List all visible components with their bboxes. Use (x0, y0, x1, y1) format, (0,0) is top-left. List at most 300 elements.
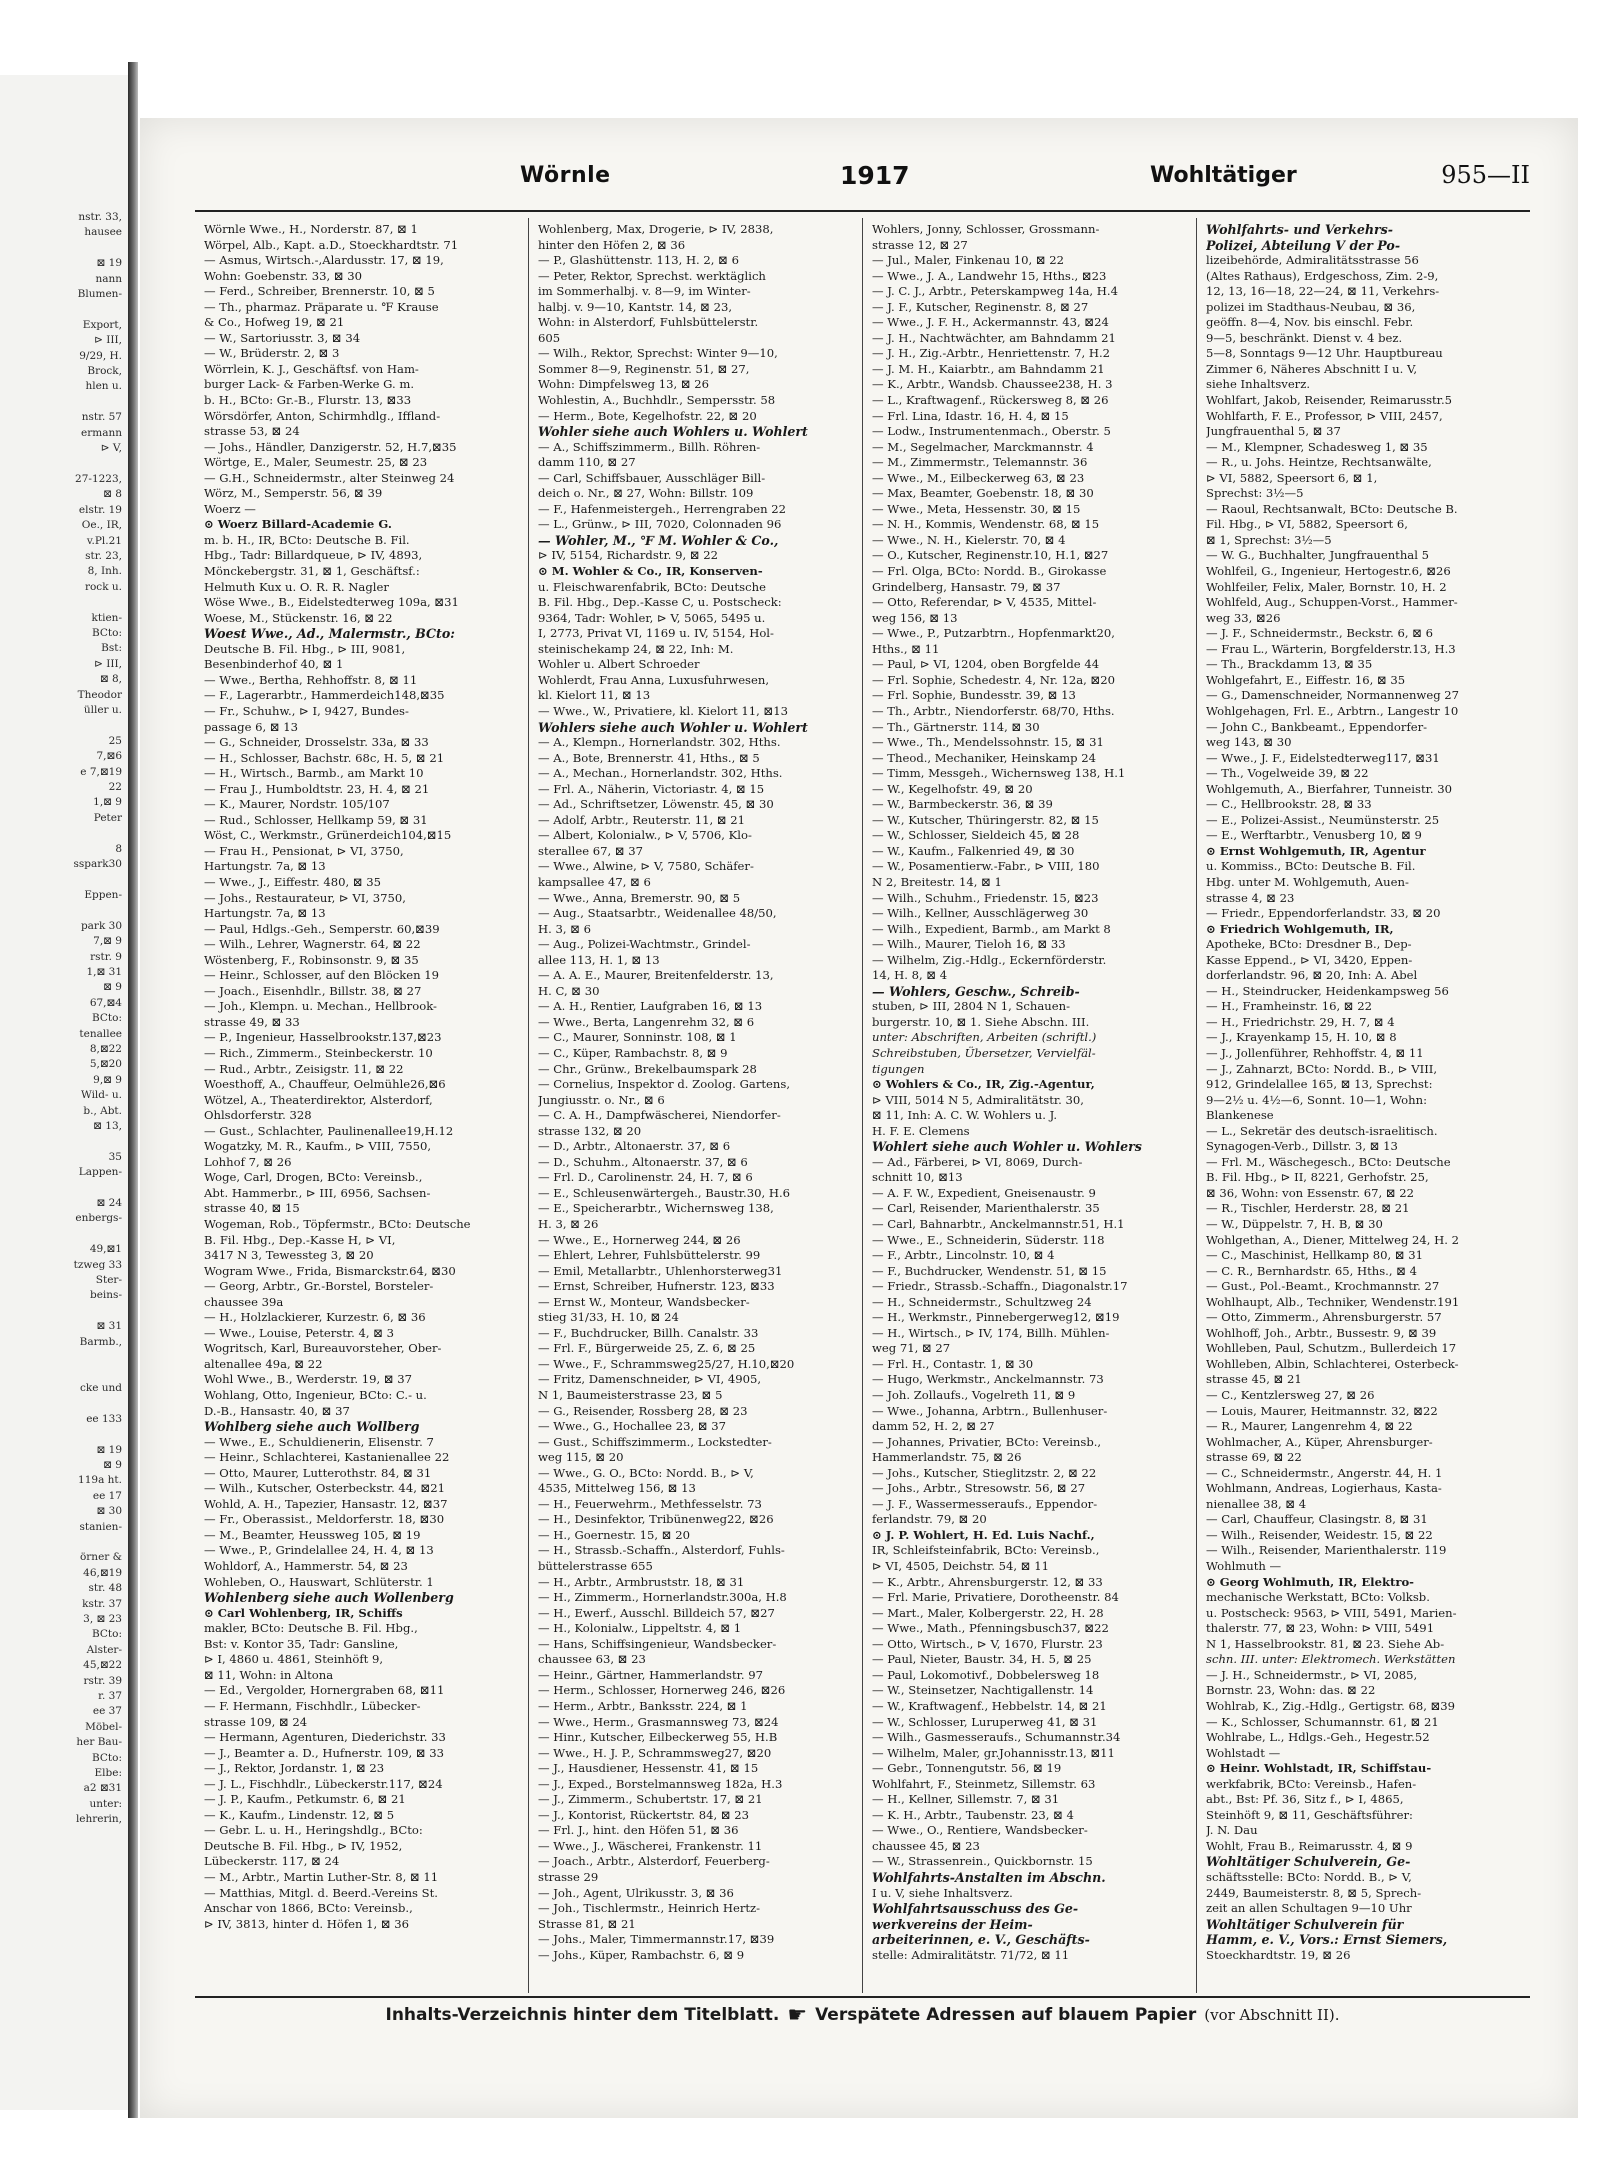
directory-entry: weg 143, ⊠ 30 (1206, 735, 1292, 750)
directory-entry: chaussee 63, ⊠ 23 (538, 1652, 646, 1667)
facing-page-fragment: Eppen- (84, 888, 122, 901)
directory-entry: u. Postscheck: 9563, ⊳ VIII, 5491, Marien- (1206, 1605, 1457, 1620)
directory-entry: — W., Kegelhofstr. 49, ⊠ 20 (872, 781, 1033, 796)
directory-entry: Sprechst: 3½—5 (1206, 486, 1304, 501)
directory-entry: & Co., Hofweg 19, ⊠ 21 (204, 315, 345, 330)
directory-entry: — W., Düppelstr. 7, H. B, ⊠ 30 (1206, 1217, 1383, 1231)
facing-page-fragment (0, 1181, 122, 1196)
directory-entry: strasse 45, ⊠ 21 (1206, 1372, 1302, 1387)
directory-entry: Wohlert siehe auch Wohler u. Wohlers (872, 1139, 1142, 1155)
directory-entry: strasse 49, ⊠ 33 (204, 1014, 300, 1029)
directory-entry: Wohlhoff, Joh., Arbtr., Bussestr. 9, ⊠ 39 (1206, 1325, 1437, 1340)
facing-page-fragment: üller u. (83, 704, 122, 716)
directory-entry: Wohlgethan, A., Diener, Mittelweg 24, H. 2 (1206, 1232, 1460, 1247)
directory-entry: Wohlfahrts- und Verkehrs- (1206, 222, 1393, 237)
directory-entry: — H., Wirtsch., Barmb., am Markt 10 (204, 766, 424, 781)
directory-entry: — J. H., Schneidermstr., ⊳ VI, 2085, (1206, 1667, 1418, 1682)
facing-page-fragment: unter: (89, 1797, 122, 1810)
facing-page-fragment: Blumen- (77, 288, 122, 301)
directory-entry: ⊙ J. P. Wohlert, H. Ed. Luis Nachf., (872, 1527, 1095, 1542)
directory-entry: J. N. Dau (1206, 1823, 1258, 1838)
directory-entry: ⊳ IV, 5154, Richardstr. 9, ⊠ 22 (538, 548, 718, 563)
directory-entry: — Paul, ⊳ VI, 1204, oben Borgfelde 44 (872, 657, 1100, 672)
directory-entry: B. Fil. Hbg., ⊳ II, 8221, Gerhofstr. 25, (1206, 1170, 1429, 1185)
directory-entry: ⊳ VIII, 5014 N 5, Admiralitätstr. 30, (872, 1092, 1084, 1107)
directory-entry: — H., Schlosser, Bachstr. 68c, H. 5, ⊠ 21 (204, 750, 445, 765)
directory-entry: — Heinr., Gärtner, Hammerlandstr. 97 (538, 1667, 764, 1682)
directory-entry: — Rud., Schlosser, Hellkamp 59, ⊠ 31 (204, 812, 428, 827)
facing-page-fragment: BCto: (91, 626, 122, 639)
facing-page-fragment: 9/29, H. (79, 349, 122, 362)
directory-entry: strasse 12, ⊠ 27 (872, 237, 968, 252)
directory-entry: — Heinr., Schlachterei, Kastanienallee 22 (204, 1450, 450, 1465)
directory-entry: — Wwe., G., Hochallee 23, ⊠ 37 (538, 1419, 727, 1434)
directory-entry: ⊳ IV, 3813, hinter d. Höfen 1, ⊠ 36 (204, 1916, 410, 1931)
directory-entry: Wohlers, Jonny, Schlosser, Grossmann- (872, 222, 1100, 236)
directory-entry: Apotheke, BCto: Dresdner B., Dep- (1206, 937, 1412, 952)
facing-page-fragment (0, 1134, 122, 1149)
facing-page-fragment: Bst: (101, 642, 122, 655)
directory-entry: Wohlfeiler, Felix, Maler, Bornstr. 10, H. 2 (1206, 579, 1447, 594)
directory-entry: — Wwe., M., Eilbeckerweg 63, ⊠ 23 (872, 470, 1085, 485)
directory-entry: — Joh. Zollaufs., Vogelreth 11, ⊠ 9 (872, 1388, 1076, 1403)
directory-entry: — Paul, Lokomotivf., Dobbelersweg 18 (872, 1667, 1100, 1682)
directory-entry: — Ernst W., Monteur, Wandsbecker- (538, 1294, 750, 1309)
directory-entry: — Wwe., O., Rentiere, Wandsbecker- (872, 1823, 1088, 1838)
facing-page-fragment: beins- (90, 1289, 122, 1302)
directory-entry: strasse 29 (538, 1869, 599, 1884)
facing-page-fragment: 9,⊠ 9 (93, 1073, 122, 1086)
directory-entry: u. Kommiss., BCto: Deutsche B. Fil. (1206, 859, 1416, 874)
directory-entry: Wohlgemuth, A., Bierfahrer, Tunneistr. 30 (1206, 781, 1452, 796)
directory-entry: Wogram Wwe., Frida, Bismarckstr.64, ⊠30 (204, 1263, 456, 1278)
directory-entry: — Wwe., P., Putzarbtrn., Hopfenmarkt20, (872, 626, 1115, 641)
directory-entry: — Fr., Schuhw., ⊳ I, 9427, Bundes- (204, 703, 409, 718)
facing-page-fragment: ⊠ 19 (96, 1443, 122, 1456)
directory-entry: Grindelberg, Hansastr. 79, ⊠ 37 (872, 579, 1061, 594)
directory-entry: — Wwe., E., Hornerweg 244, ⊠ 26 (538, 1232, 741, 1247)
directory-entry: Besenbinderhof 40, ⊠ 1 (204, 657, 344, 672)
directory-entry: 5—8, Sonntags 9—12 Uhr. Hauptbureau (1206, 346, 1443, 361)
directory-entry: — Wilh., Lehrer, Wagnerstr. 64, ⊠ 22 (204, 937, 421, 952)
directory-entry: Wohlfahrt, F., Steinmetz, Sillemstr. 63 (872, 1776, 1096, 1791)
facing-page-fragment: 25 (108, 734, 122, 747)
directory-entry: werkvereins der Heim- (872, 1916, 1033, 1932)
facing-page-fragment: Theodor (77, 688, 122, 701)
directory-entry: — C., Hellbrookstr. 28, ⊠ 33 (1206, 797, 1372, 812)
directory-entry: — Otto, Zimmerm., Ahrensburgerstr. 57 (1206, 1310, 1442, 1325)
facing-page-fragment: rstr. 39 (83, 1674, 122, 1687)
directory-entry: — W., Barmbeckerstr. 36, ⊠ 39 (872, 797, 1053, 812)
directory-entry: geöffn. 8—4, Nov. bis einschl. Febr. (1206, 315, 1414, 330)
directory-entry: Polizei, Abteilung V der Po- (1206, 237, 1401, 253)
facing-page-fragment: BCto: (91, 1628, 122, 1641)
directory-entry: — Herm., Schlosser, Hornerweg 246, ⊠26 (538, 1683, 786, 1698)
directory-entry: schäftsstelle: BCto: Nordd. B., ⊳ V, (1206, 1869, 1412, 1884)
directory-entry: Wogatzky, M. R., Kaufm., ⊳ VIII, 7550, (204, 1139, 432, 1154)
directory-entry: H. 3, ⊠ 6 (538, 921, 592, 936)
directory-entry: — Fritz, Damenschneider, ⊳ VI, 4905, (538, 1372, 762, 1387)
directory-entry: Wohn: Dimpfelsweg 13, ⊠ 26 (538, 377, 710, 392)
directory-entry: Blankenese (1206, 1108, 1274, 1123)
directory-entry: 605 (538, 330, 561, 345)
facing-page-fragment (0, 1396, 122, 1411)
directory-entry: — K., Arbtr., Wandsb. Chaussee238, H. 3 (872, 377, 1113, 392)
directory-entry: — H., Feuerwehrm., Methfesselstr. 73 (538, 1496, 762, 1511)
directory-entry: Steinhöft 9, ⊠ 11, Geschäftsführer: (1206, 1807, 1413, 1822)
directory-entry: — Frl. Marie, Privatiere, Dorotheenstr. 84 (872, 1590, 1119, 1605)
facing-page-fragment: rock u. (84, 580, 122, 593)
directory-entry: Sommer 8—9, Reginenstr. 51, ⊠ 27, (538, 361, 750, 376)
directory-entry: weg 156, ⊠ 13 (872, 610, 958, 625)
facing-page-fragment: ktien- (91, 611, 122, 624)
directory-entry: — Wilh., Kellner, Ausschlägerweg 30 (872, 906, 1089, 921)
directory-entry: strasse 4, ⊠ 23 (1206, 890, 1295, 905)
directory-entry: steinischekamp 24, ⊠ 22, Inh: M. (538, 641, 734, 656)
page-header (190, 163, 1530, 203)
facing-page-fragment: nstr. 33, (78, 211, 122, 223)
header-first-name: Wörnle (520, 163, 611, 188)
directory-entry: — H., Strassb.-Schaffn., Alsterdorf, Fuhls- (538, 1543, 785, 1558)
directory-entry: Kasse Eppend., ⊳ VI, 3420, Eppen- (1206, 952, 1413, 967)
directory-entry: — M., Beamter, Heussweg 105, ⊠ 19 (204, 1527, 421, 1542)
directory-entry: — Wwe., Johanna, Arbtrn., Bullenhuser- (872, 1403, 1108, 1418)
facing-page-fragment: 1,⊠ 9 (93, 796, 122, 809)
facing-page-fragment: Lappen- (78, 1166, 122, 1179)
directory-entry: — F. Hermann, Fischhdlr., Lübecker- (204, 1698, 421, 1713)
directory-entry: — J., Rektor, Jordanstr. 1, ⊠ 23 (204, 1761, 385, 1776)
directory-entry: siehe Inhaltsverz. (1206, 377, 1311, 392)
directory-entry: dorferlandstr. 96, ⊠ 20, Inh: A. Abel (1206, 968, 1418, 983)
facing-page-fragment: ⊠ 31 (96, 1320, 122, 1333)
directory-entry: abt., Bst: Pf. 36, Sitz f., ⊳ I, 4865, (1206, 1792, 1404, 1807)
directory-entry: nienallee 38, ⊠ 4 (1206, 1496, 1307, 1511)
directory-entry: im Sommerhalbj. v. 8—9, im Winter- (538, 284, 751, 299)
directory-entry: tigungen (872, 1061, 925, 1076)
directory-entry: m. b. H., IR, BCto: Deutsche B. Fil. (204, 532, 410, 547)
directory-entry: — G., Damenschneider, Normannenweg 27 (1206, 688, 1460, 703)
directory-entry: — Aug., Polizei-Wachtmstr., Grindel- (538, 937, 751, 952)
facing-page-fragment: enbergs- (75, 1212, 122, 1225)
directory-entry: 14, H. 8, ⊠ 4 (872, 968, 948, 983)
facing-page-fragment: nann (95, 272, 122, 285)
facing-page-fragment: a2 ⊠31 (83, 1782, 122, 1795)
facing-page-fragment: BCto: (91, 1012, 122, 1025)
directory-entry: — Th., pharmaz. Präparate u. ℉ Krause (204, 299, 439, 314)
facing-page-fragment: ee 133 (86, 1412, 122, 1425)
facing-page-fragment (0, 1304, 122, 1319)
facing-page-fragment: 22 (108, 781, 122, 794)
directory-entry: — Wwe., P., Grindelallee 24, H. 4, ⊠ 13 (204, 1543, 434, 1558)
directory-entry: — Wwe., Louise, Peterstr. 4, ⊠ 3 (204, 1325, 395, 1340)
directory-entry: halbj. v. 9—10, Kantstr. 14, ⊠ 23, (538, 299, 733, 314)
directory-entry: — Joach., Arbtr., Alsterdorf, Feuerberg- (538, 1854, 770, 1869)
directory-entry: unter: Abschriften, Arbeiten (schriftl.) (872, 1030, 1097, 1045)
facing-page-fragment (0, 826, 122, 841)
directory-entry: Wohlfahrtsausschuss des Ge- (872, 1901, 1079, 1917)
directory-entry: — G., Reisender, Rossberg 28, ⊠ 23 (538, 1403, 748, 1418)
facing-page-fragment: ee 37 (92, 1705, 122, 1718)
directory-entry: — H., Kolonialw., Lippeltstr. 4, ⊠ 1 (538, 1621, 742, 1636)
directory-entry: — Wilh., Rektor, Sprechst: Winter 9—10, (538, 346, 778, 361)
directory-entry: — H., Holzlackierer, Kurzestr. 6, ⊠ 36 (204, 1310, 426, 1325)
directory-entry: — Gust., Pol.-Beamt., Krochmannstr. 27 (1206, 1279, 1440, 1294)
directory-entry: — Herm., Bote, Kegelhofstr. 22, ⊠ 20 (538, 408, 757, 423)
directory-entry: — Friedr., Eppendorferlandstr. 33, ⊠ 20 (1206, 906, 1441, 921)
directory-entry: Deutsche B. Fil. Hbg., ⊳ IV, 1952, (204, 1838, 403, 1853)
directory-entry: — R., Maurer, Langenrehm 4, ⊠ 22 (1206, 1419, 1413, 1434)
directory-entry: — Chr., Grünw., Brekelbaumspark 28 (538, 1061, 757, 1076)
directory-entry: — J. H., Nachtwächter, am Bahndamm 21 (872, 330, 1116, 345)
directory-entry: Woese, M., Stückenstr. 16, ⊠ 22 (204, 610, 393, 625)
directory-entry: Woesthoff, A., Chauffeur, Oelmühle26,⊠6 (204, 1077, 446, 1092)
directory-entry: Wohlhaupt, Alb., Techniker, Wendenstr.191 (1206, 1294, 1460, 1309)
directory-entry: — Johs., Maler, Timmermannstr.17, ⊠39 (538, 1932, 775, 1947)
facing-page-fragment: tzweg 33 (73, 1258, 122, 1271)
directory-entry: — F., Arbtr., Lincolnstr. 10, ⊠ 4 (872, 1248, 1055, 1263)
facing-page-fragment (0, 718, 122, 733)
directory-entry: kl. Kielort 11, ⊠ 13 (538, 688, 651, 703)
facing-page-fragment: e 7,⊠19 (80, 765, 122, 778)
directory-entry: Wohlers siehe auch Wohler u. Wohlert (538, 719, 808, 735)
facing-page-fragment: r. 37 (98, 1690, 122, 1702)
directory-entry: — D., Schuhm., Altonaerstr. 37, ⊠ 6 (538, 1154, 748, 1169)
directory-entry: — Mart., Maler, Kolbergerstr. 22, H. 28 (872, 1605, 1104, 1620)
directory-entry: Hartungstr. 7a, ⊠ 13 (204, 906, 326, 921)
facing-page-fragment: ⊳ III, (94, 334, 122, 347)
directory-entry: — Theod., Mechaniker, Heinskamp 24 (872, 750, 1096, 765)
directory-entry: — Timm, Messgeh., Wichernsweg 138, H.1 (872, 766, 1126, 781)
directory-entry: — Fr., Oberassist., Meldorferstr. 18, ⊠30 (204, 1512, 445, 1527)
directory-entry: weg 71, ⊠ 27 (872, 1341, 951, 1356)
directory-entry: Wohlrabe, L., Hdlgs.-Geh., Hegestr.52 (1206, 1730, 1430, 1745)
directory-entry: — Wwe., Herm., Grasmannsweg 73, ⊠24 (538, 1714, 779, 1729)
directory-entry: — Joh., Klempn. u. Mechan., Hellbrook- (204, 999, 437, 1014)
directory-entry: — Frl. Sophie, Bundesstr. 39, ⊠ 13 (872, 688, 1076, 703)
directory-entry: — M., Arbtr., Martin Luther-Str. 8, ⊠ 11 (204, 1869, 439, 1884)
directory-entry: Strasse 81, ⊠ 21 (538, 1916, 636, 1931)
directory-entry: — E., Werftarbtr., Venusberg 10, ⊠ 9 (1206, 828, 1422, 843)
directory-entry: Wohlgefahrt, E., Eiffestr. 16, ⊠ 35 (1206, 672, 1406, 687)
directory-entry: — J. F., Schneidermstr., Beckstr. 6, ⊠ 6 (1206, 626, 1434, 641)
directory-entry: Zimmer 6, Näheres Abschnitt I u. V, (1206, 361, 1418, 376)
directory-entry: zeit an allen Schultagen 9—10 Uhr (1206, 1901, 1412, 1916)
directory-entry: — C., Schneidermstr., Angerstr. 44, H. 1 (1206, 1465, 1443, 1480)
directory-entry: — Johs., Küper, Rambachstr. 6, ⊠ 9 (538, 1947, 745, 1962)
directory-entry: ⊙ Woerz Billard-Academie G. (204, 517, 392, 532)
directory-entry: ⊠ 1, Sprechst: 3½—5 (1206, 532, 1332, 547)
directory-entry: — N. H., Kommis, Wendenstr. 68, ⊠ 15 (872, 517, 1100, 532)
facing-page-fragment: kstr. 37 (82, 1597, 122, 1610)
directory-entry: Woge, Carl, Drogen, BCto: Vereinsb., (204, 1170, 423, 1185)
directory-entry: mechanische Werkstatt, BCto: Volksb. (1206, 1590, 1430, 1605)
facing-page-fragment: cke und (79, 1381, 122, 1394)
directory-entry: — H., Framheinstr. 16, ⊠ 22 (1206, 999, 1372, 1014)
directory-entry: — Hugo, Werkmstr., Anckelmannstr. 73 (872, 1372, 1104, 1387)
pointing-hand-icon: ☛ (787, 2002, 808, 2028)
directory-entry: Synagogen-Verb., Dillstr. 3, ⊠ 13 (1206, 1139, 1398, 1154)
directory-entry: — Th., Vogelweide 39, ⊠ 22 (1206, 766, 1369, 781)
directory-entry: — M., Klempner, Schadesweg 1, ⊠ 35 (1206, 439, 1428, 454)
directory-entry: — W., Sartoriusstr. 3, ⊠ 34 (204, 330, 361, 345)
directory-entry: — Wilh., Reisender, Weidestr. 15, ⊠ 22 (1206, 1527, 1433, 1542)
directory-entry: 12, 13, 16—18, 22—24, ⊠ 11, Verkehrs- (1206, 284, 1440, 299)
directory-entry: — C., Maurer, Sonninstr. 108, ⊠ 1 (538, 1030, 737, 1045)
directory-entry: allee 113, H. 1, ⊠ 13 (538, 952, 660, 967)
directory-entry: — H., Zimmerm., Hornerlandstr.300a, H.8 (538, 1590, 787, 1605)
directory-entry: — Wwe., Math., Pfenningsbusch37, ⊠22 (872, 1621, 1109, 1636)
directory-entry: damm 52, H. 2, ⊠ 27 (872, 1419, 995, 1434)
directory-entry: — John C., Bankbeamt., Eppendorfer- (1206, 719, 1428, 734)
header-last-name: Wohltätiger (1150, 163, 1297, 188)
directory-entry: — Hans, Schiffsingenieur, Wandsbecker- (538, 1636, 777, 1651)
facing-page-fragment: 35 (108, 1150, 122, 1163)
directory-entry: — K., Arbtr., Ahrensburgerstr. 12, ⊠ 33 (872, 1574, 1103, 1589)
facing-page-fragment: Peter (93, 811, 122, 824)
directory-entry: — Frl. M., Wäschegesch., BCto: Deutsche (1206, 1154, 1451, 1169)
facing-page-fragment: Wild- u. (80, 1089, 122, 1102)
directory-entry: lizeibehörde, Admiralitätsstrasse 56 (1206, 253, 1419, 268)
directory-entry: altenallee 49a, ⊠ 22 (204, 1356, 323, 1371)
directory-entry: — Wwe., Alwine, ⊳ V, 7580, Schäfer- (538, 859, 754, 874)
directory-entry: Wöse Wwe., B., Eidelstedterweg 109a, ⊠31 (204, 595, 459, 610)
directory-entry: — Paul, Nieter, Baustr. 34, H. 5, ⊠ 25 (872, 1652, 1092, 1667)
directory-entry: — J., Zimmerm., Schubertstr. 17, ⊠ 21 (538, 1792, 763, 1807)
directory-entry: — Frl. J., hint. den Höfen 51, ⊠ 36 (538, 1823, 739, 1838)
directory-entry: — C. R., Bernhardstr. 65, Hths., ⊠ 4 (1206, 1263, 1418, 1278)
header-page-number: 955—II (1441, 161, 1530, 189)
book-binding (128, 62, 138, 2122)
directory-entry: — Gebr., Tonnengutstr. 56, ⊠ 19 (872, 1761, 1062, 1776)
facing-page-fragment: elstr. 19 (78, 503, 122, 516)
directory-entry: — Georg, Arbtr., Gr.-Borstel, Borsteler- (204, 1279, 434, 1294)
directory-entry: Bornstr. 23, Wohn: das. ⊠ 22 (1206, 1683, 1376, 1698)
directory-entry: Wohltätiger Schulverein, Ge- (1206, 1854, 1411, 1870)
directory-entry: — Asmus, Wirtsch.-,Alardusstr. 17, ⊠ 19, (204, 253, 444, 268)
facing-page-fragment: ⊳ V, (100, 442, 122, 455)
directory-entry: H. C, ⊠ 30 (538, 983, 600, 998)
directory-entry: — P., Ingenieur, Hasselbrookstr.137,⊠23 (204, 1030, 442, 1045)
directory-entry: — A. F. W., Expedient, Gneisenaustr. 9 (872, 1185, 1096, 1200)
facing-page-fragment: tenallee (79, 1027, 122, 1040)
directory-entry: sterallee 67, ⊠ 37 (538, 843, 644, 858)
directory-entry: — Joach., Eisenhdlr., Billstr. 38, ⊠ 27 (204, 983, 422, 998)
directory-entry: stuben, ⊳ III, 2804 N 1, Schauen- (872, 999, 1070, 1014)
directory-entry: — J. P., Kaufm., Petkumstr. 6, ⊠ 21 (204, 1792, 406, 1807)
directory-entry: — J., Kontorist, Rückertstr. 84, ⊠ 23 (538, 1807, 750, 1822)
directory-entry: b. H., BCto: Gr.-B., Flurstr. 13, ⊠33 (204, 393, 412, 408)
directory-entry: — J., Hausdiener, Hessenstr. 41, ⊠ 15 (538, 1761, 759, 1776)
directory-entry: — C., Küper, Rambachstr. 8, ⊠ 9 (538, 1045, 728, 1060)
directory-entry: — Max, Beamter, Goebenstr. 18, ⊠ 30 (872, 486, 1094, 501)
facing-page-fragment: v.Pl.21 (86, 534, 122, 547)
directory-entry: Wohn: Goebenstr. 33, ⊠ 30 (204, 268, 363, 283)
directory-entry: — Wilh., Schuhm., Friedenstr. 15, ⊠23 (872, 890, 1099, 905)
footer-late-addresses-note: Verspätete Adressen auf blauem Papier (815, 2005, 1197, 2025)
directory-entry: Lohhof 7, ⊠ 26 (204, 1154, 292, 1169)
directory-entry: Lübeckerstr. 117, ⊠ 24 (204, 1854, 340, 1869)
facing-page-fragment: ⊠ 9 (103, 981, 122, 994)
facing-page-fragment: hausee (84, 226, 122, 239)
directory-entry: — Gust., Schlachter, Paulinenallee19,H.12 (204, 1123, 454, 1138)
directory-entry: Schreibstuben, Übersetzer, Vervielfäl- (872, 1045, 1096, 1060)
directory-entry: — O., Kutscher, Reginenstr.10, H.1, ⊠27 (872, 548, 1109, 563)
directory-entry: — W., Brüderstr. 2, ⊠ 3 (204, 346, 340, 361)
directory-entry: Wohlmacher, A., Küper, Ahrensburger- (1206, 1434, 1433, 1449)
directory-page (140, 118, 1578, 2118)
directory-entry: — Wwe., J. F., Eidelstedterweg117, ⊠31 (1206, 750, 1440, 765)
directory-columns (195, 218, 1530, 1993)
directory-entry: u. Fleischwarenfabrik, BCto: Deutsche (538, 579, 766, 594)
directory-entry: strasse 109, ⊠ 24 (204, 1714, 308, 1729)
facing-page-fragment (0, 302, 122, 317)
directory-entry: — Frau L., Wärterin, Borgfelderstr.13, H.3 (1206, 641, 1456, 656)
gutter-edge (0, 50, 128, 75)
directory-entry: ⊙ Wohlers & Co., IR, Zig.-Agentur, (872, 1077, 1095, 1092)
directory-entry: Hbg., Tadr: Billardqueue, ⊳ IV, 4893, (204, 548, 423, 563)
directory-entry: werkfabrik, BCto: Vereinsb., Hafen- (1206, 1776, 1417, 1791)
directory-entry: — Gust., Schiffszimmerm., Lockstedter- (538, 1434, 772, 1449)
directory-entry: — E., Schleusenwärtergeh., Baustr.30, H.6 (538, 1185, 791, 1200)
directory-entry: Wohlfarth, F. E., Professor, ⊳ VIII, 2457, (1206, 408, 1443, 423)
directory-entry: — Wwe., J., Wäscherei, Frankenstr. 11 (538, 1838, 763, 1853)
directory-entry: — Carl, Reisender, Marienthalerstr. 35 (872, 1201, 1100, 1216)
facing-page-fragment (0, 1350, 122, 1365)
directory-entry: — A. H., Rentier, Laufgraben 16, ⊠ 13 (538, 999, 763, 1014)
directory-entry: Hbg. unter M. Wohlgemuth, Auen- (1206, 874, 1409, 889)
facing-page-fragment: 67,⊠4 (89, 996, 122, 1009)
directory-entry: Wohlstadt — (1206, 1745, 1281, 1760)
directory-entry: Stoeckhardtstr. 19, ⊠ 26 (1206, 1947, 1351, 1962)
directory-entry: N 1, Hasselbrookstr. 81, ⊠ 23. Siehe Ab- (1206, 1636, 1445, 1651)
directory-entry: — Frl. F., Bürgerweide 25, Z. 6, ⊠ 25 (538, 1341, 756, 1356)
directory-entry: Wohlleben, Albin, Schlachterei, Osterbeck- (1206, 1356, 1459, 1371)
directory-entry: Wohltätiger Schulverein für (1206, 1916, 1404, 1932)
directory-entry: ⊙ Friedrich Wohlgemuth, IR, (1206, 921, 1394, 936)
directory-entry: — J., Krayenkamp 15, H. 10, ⊠ 8 (1206, 1030, 1397, 1045)
directory-entry: Wohleben, O., Hauswart, Schlüterstr. 1 (204, 1574, 434, 1589)
directory-entry: Wörnle Wwe., H., Norderstr. 87, ⊠ 1 (204, 222, 418, 236)
directory-entry: chaussee 39a (204, 1294, 284, 1309)
directory-entry: N 2, Breitestr. 14, ⊠ 1 (872, 874, 1002, 889)
facing-page-fragment (0, 1427, 122, 1442)
directory-entry: — Wwe., W., Privatiere, kl. Kielort 11, ⊠13 (538, 703, 788, 718)
directory-entry: ⊙ M. Wohler & Co., IR, Konserven- (538, 564, 763, 579)
facing-page-fragment: lehrerin, (75, 1813, 122, 1826)
directory-entry: Woest Wwe., Ad., Malermstr., BCto: (204, 626, 455, 642)
directory-entry: — W., Kutscher, Thüringerstr. 82, ⊠ 15 (872, 812, 1099, 827)
facing-page-fragment: stanien- (79, 1520, 122, 1533)
directory-entry: — Ed., Vergolder, Hornergraben 68, ⊠11 (204, 1683, 445, 1698)
directory-entry: — J., Beamter a. D., Hufnerstr. 109, ⊠ 33 (204, 1745, 444, 1760)
directory-entry: — Hermann, Agenturen, Diederichstr. 33 (204, 1730, 446, 1745)
facing-page-fragment: 5,⊠20 (89, 1058, 122, 1071)
directory-entry: — R., u. Johs. Heintze, Rechtsanwälte, (1206, 455, 1432, 470)
facing-page-fragment (0, 241, 122, 256)
facing-page-fragment: Ster- (95, 1274, 122, 1287)
directory-entry: kampsallee 47, ⊠ 6 (538, 874, 651, 889)
directory-entry: — W. G., Buchhalter, Jungfrauenthal 5 (1206, 548, 1429, 563)
directory-entry: polizei im Stadthaus-Neubau, ⊠ 36, (1206, 299, 1416, 314)
directory-entry: Wöstenberg, F., Robinsonstr. 9, ⊠ 35 (204, 952, 419, 967)
directory-entry: strasse 69, ⊠ 22 (1206, 1450, 1302, 1465)
directory-entry: — L., Sekretär des deutsch-israelitisch. (1206, 1123, 1438, 1138)
directory-entry: — Wwe., E., Schuldienerin, Elisenstr. 7 (204, 1434, 434, 1449)
directory-entry: — H., Werkmstr., Pinnebergerweg12, ⊠19 (872, 1310, 1120, 1325)
directory-entry: — C., Kentzlersweg 27, ⊠ 26 (1206, 1388, 1375, 1403)
directory-entry: Wohlenberg siehe auch Wollenberg (204, 1590, 454, 1606)
facing-page-fragment: 3, ⊠ 23 (83, 1612, 122, 1625)
